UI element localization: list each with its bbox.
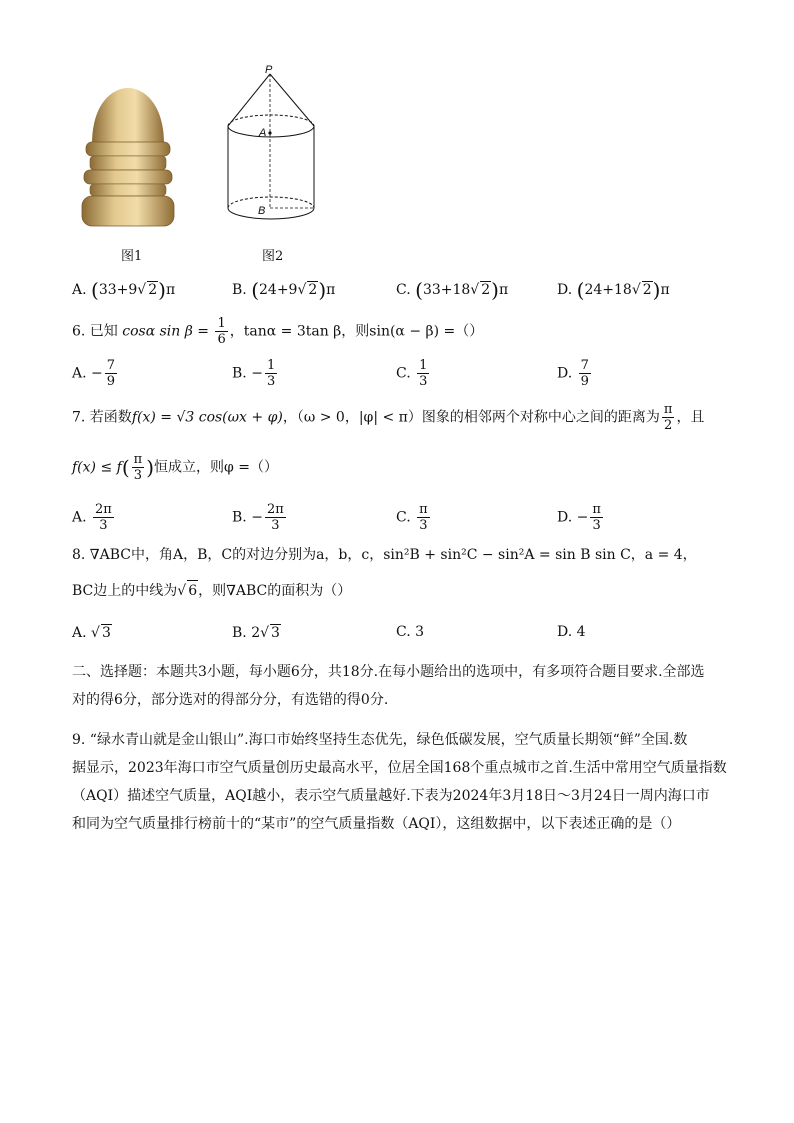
figure-2-label-b: B [258,205,266,217]
option-sign: − [576,509,589,526]
q7-condition: ，（ω > 0，|φ| < π）图象的相邻两个对称中心之间的距离为 [282,409,660,426]
option-letter: B. [232,282,247,298]
q6-option-a[interactable] [72,358,119,389]
q6-option-d[interactable] [557,358,593,389]
q7-number: 7. 若函数 [72,409,132,426]
option-fraction: $\frac{7}{9}$ [580,358,589,389]
option-value: 4 [576,624,586,640]
radicand: 2 [642,282,652,298]
option-letter: C. [396,282,411,298]
q7-tail: ，且 [676,409,705,426]
question-9-line-1: 9. “绿水青山就是金山银山”.海口市始终坚持生态优先，绿色低碳发展，空气质量长期领“鲜”全国.数 [72,732,688,748]
section-2-line-1: 二、选择题：本题共3小题，每小题6分，共18分.在每小题给出的选项中，有多项符合题目要求.全部选 [72,664,705,680]
q6-fraction: $\frac{1}{6}$ [217,316,226,347]
option-letter: D. [557,624,573,640]
q8-option-c[interactable] [396,624,424,640]
q5-option-b[interactable]: B. (24+9√ 2)π [232,278,336,302]
option-letter: A. [72,282,87,298]
q7-option-d[interactable] [557,502,605,533]
option-fraction: $\frac{\pi}{3}$ [419,502,428,533]
option-letter: C. [396,509,411,526]
option-fraction: $\frac{1}{3}$ [419,358,428,389]
figure-2-label-p: P [265,64,273,76]
option-letter: C. [396,624,411,640]
question-9-line-3: （AQI）描述空气质量，AQI越小，表示空气质量越好.下表为2024年3月18日～3月24日一周内海口市 [72,788,710,804]
option-letter: D. [557,365,573,382]
figure-2-cone-cylinder [222,62,322,232]
option-fraction: $\frac{\pi}{3}$ [592,502,601,533]
option-letter: A. [72,625,87,641]
figure-1-wooden-piece [72,84,184,234]
option-letter: D. [557,282,573,298]
q5-option-d[interactable]: D. (24+18√ 2)π [557,278,670,302]
q7-option-a[interactable] [72,502,116,533]
option-letter: A. [72,509,87,526]
question-7-line-1 [72,402,704,433]
option-sign: − [251,365,263,382]
q7-option-c[interactable] [396,502,432,533]
option-term: 33+9 [98,282,138,298]
q6-ask: sin(α − β) =（） [369,323,484,340]
q7-fraction-2: $\frac{\pi}{3}$ [133,452,143,483]
option-letter: C. [396,365,411,382]
question-8-line-1: 8. ∇ABC中，角A，B，C的对边分别为a，b，c，sin²B + sin²C − sin²A = sin B sin C，a = 4， [72,547,697,563]
q6-expr: cosα sin β = [122,323,210,340]
question-9-line-4: 和同为空气质量排行榜前十的“某市”的空气质量指数（AQI），这组数据中，以下表述正确的是（） [72,816,681,832]
radicand: 2 [481,282,491,298]
option-fraction: $\frac{7}{9}$ [106,358,116,389]
option-coef: 2 [251,625,261,641]
q6-number: 6. 已知 [72,323,118,340]
option-fraction: $\frac{2\pi}{3}$ [266,502,284,533]
option-letter: B. [232,625,247,641]
option-fraction: $\frac{1}{3}$ [266,358,276,389]
q5-option-c[interactable]: C. (33+18√ 2)π [396,278,509,302]
q6-condition: ，tanα = 3tan β，则 [229,323,370,340]
question-8-line-2: BC边上的中线为√ 6，则∇ABC的面积为（） [72,580,351,601]
figure-2-label-a: A [259,127,267,139]
q7-option-b[interactable] [232,502,288,533]
radicand: 3 [271,625,280,641]
q7-inequality: f(x) ≤ f [72,459,122,476]
section-2-line-2: 对的得6分，部分选对的得部分分，有选错的得0分. [72,692,389,708]
radicand: 2 [308,282,318,298]
figure-2-caption: 图2 [262,249,284,264]
q8-option-b[interactable]: B. 2√ 3 [232,625,280,641]
option-letter: B. [232,365,247,382]
figure-1-caption: 图1 [121,249,143,264]
option-letter: A. [72,365,87,382]
q7-function: f(x) = √3 cos(ωx + φ) [131,409,283,426]
q7-fraction: $\frac{\pi}{2}$ [663,402,673,433]
option-sign: − [91,365,103,382]
q8-median: BC边上的中线为 [72,583,178,599]
option-letter: B. [232,509,247,526]
q8-option-d[interactable] [557,624,586,640]
option-term: 33+18 [422,282,471,298]
option-letter: D. [557,509,573,526]
question-6 [72,316,483,347]
q6-option-c[interactable] [396,358,431,389]
q8-ask: ，则∇ABC的面积为（） [198,583,352,599]
question-7-line-2: f(x) ≤ f( $\frac{\pi}{3}$ )恒成立，则φ =（） [72,452,278,483]
q5-option-a[interactable]: A. (33+9√ 2)π [72,278,176,302]
q6-option-b[interactable] [232,358,279,389]
question-9-line-2: 据显示，2023年海口市空气质量创历史最高水平，位居全国168个重点城市之首.生活中常用空气质量指数 [72,760,727,776]
option-sign: − [251,509,263,526]
radicand: 6 [187,580,198,601]
q8-option-a[interactable]: A. √ 3 [72,625,111,641]
option-term: 24+9 [259,282,298,298]
option-value: 3 [415,624,425,640]
option-fraction: $\frac{2\pi}{3}$ [95,502,112,533]
radicand: 3 [101,625,111,641]
radicand: 2 [148,282,158,298]
q7-ask: 恒成立，则φ =（） [154,459,278,476]
option-term: 24+18 [584,282,632,298]
